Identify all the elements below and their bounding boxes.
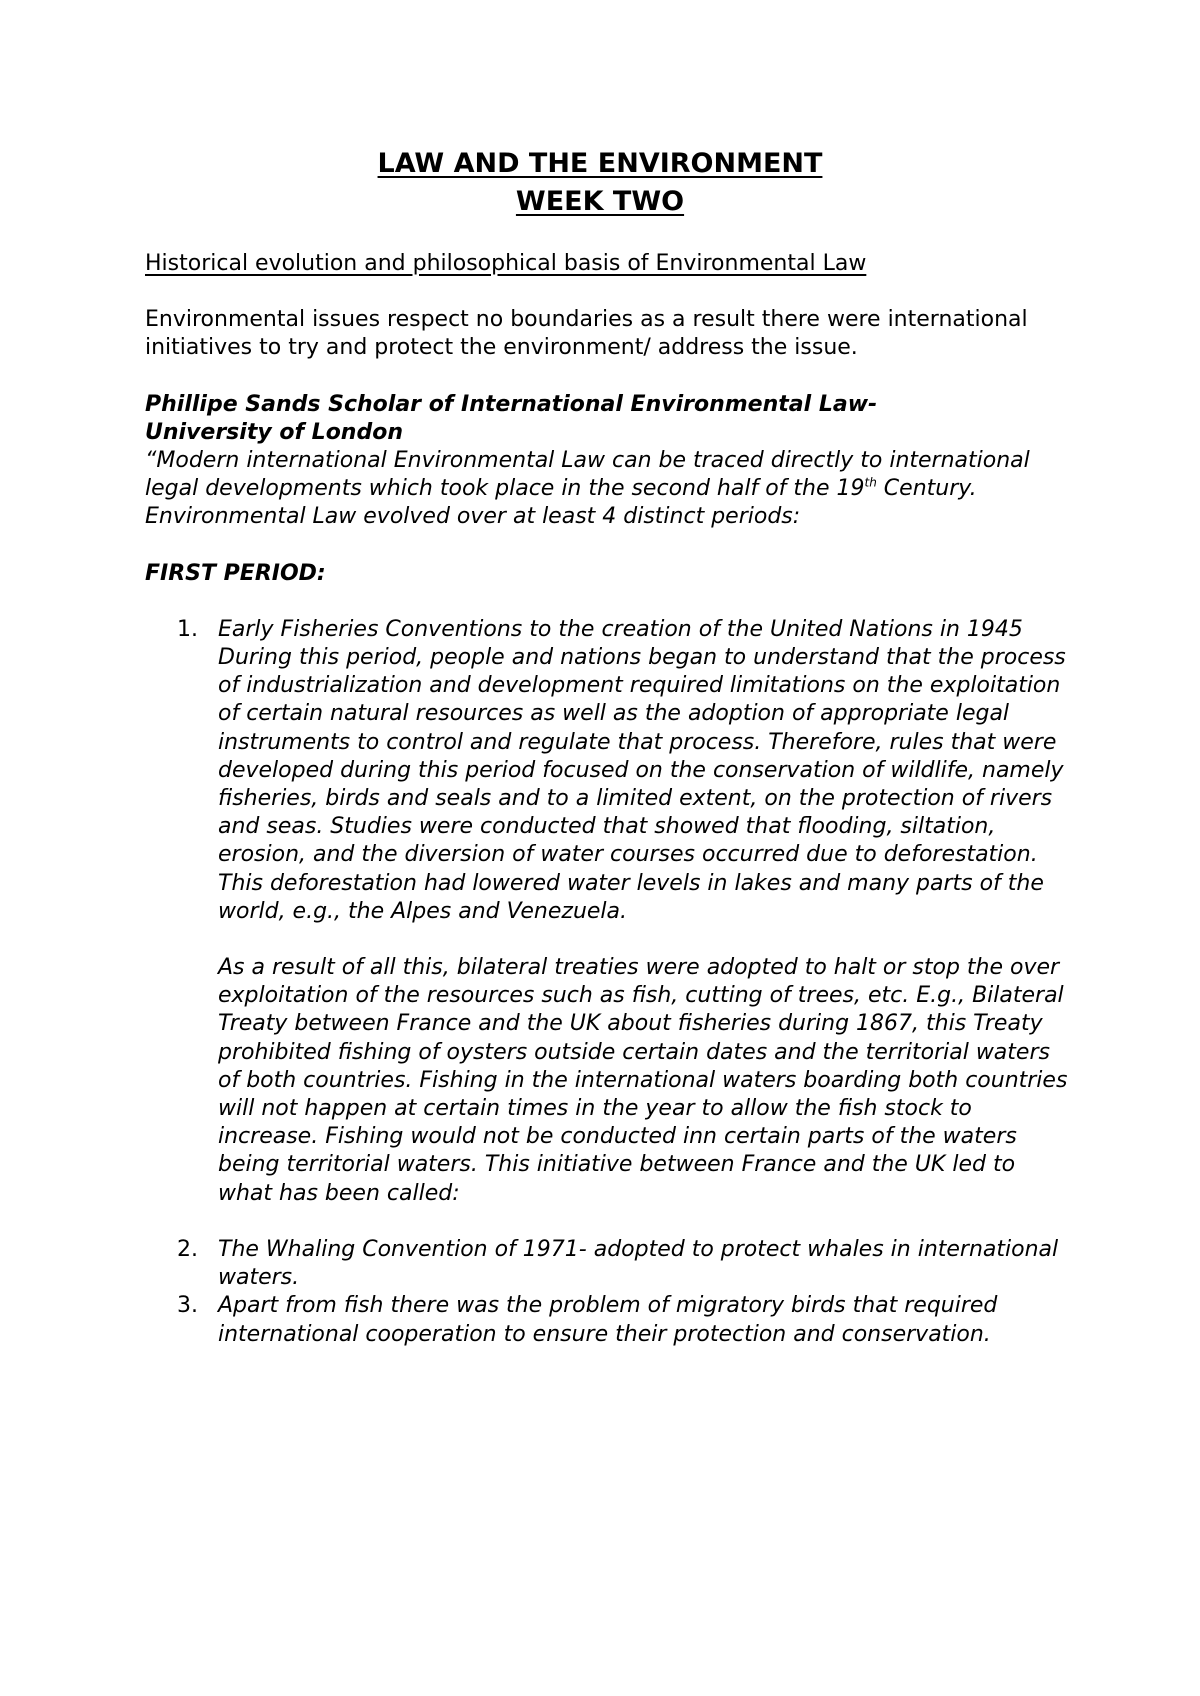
quote-text-1: “Modern international Environmental Law can be traced directly to international legal developments which took place in the second half of the 19 xyxy=(145,448,1030,502)
list-item-number: 1. xyxy=(177,616,198,642)
scholar-affiliation: University of London xyxy=(145,419,403,445)
list-item xyxy=(145,616,1070,1208)
quote-superscript: th xyxy=(864,475,877,490)
intro-paragraph: Environmental issues respect no boundaries as a result there were international initiatives to try and protect the environment/ address the issue. xyxy=(145,307,1028,361)
document-week-label: WEEK TWO xyxy=(515,186,685,217)
list-item-number: 2. xyxy=(177,1236,198,1262)
quote-text-2: Century. Environmental Law evolved over at least 4 distinct periods: xyxy=(145,476,977,530)
numbered-list xyxy=(145,616,1070,1349)
paragraph-spacer xyxy=(218,926,1070,954)
list-item-text: Apart from fish there was the problem of migratory birds that required international cooperation to ensure their protection and conservation. xyxy=(218,1293,998,1347)
period-heading: FIRST PERIOD: xyxy=(145,560,326,586)
section-subheading: Historical evolution and philosophical basis of Environmental Law xyxy=(145,251,867,276)
list-item xyxy=(145,1236,1070,1292)
list-item-paragraph: As a result of all this, bilateral treaties were adopted to halt or stop the over exploitation of the resources such as fish, cutting of trees, etc. E.g., Bilateral Treaty between France and the UK about fisheries during 1867, this Treaty prohibited fishing of oysters outside certain dates and the territorial waters of both countries. Fishing in the international waters boarding both countries will not happen at certain times in the year to allow the fish stock to increase. Fishing would not be conducted inn certain parts of the waters being territorial waters. This initiative between France and the UK led to what has been called: xyxy=(218,955,1068,1206)
list-item-paragraph: During this period, people and nations began to understand that the process of industrialization and development required limitations on the exploitation of certain natural resources as well as the adoption of appropriate legal instruments to control and regulate that process. Therefore, rules that were developed during this period focused on the conservation of wildlife, namely fisheries, birds and seals and to a limited extent, on the protection of rivers and seas. Studies were conducted that showed that flooding, siltation, erosion, and the diversion of water courses occurred due to deforestation. This deforestation had lowered water levels in lakes and many parts of the world, e.g., the Alpes and Venezuela. xyxy=(218,645,1066,924)
list-item xyxy=(145,1292,1070,1348)
scholar-quote xyxy=(145,447,1070,532)
document-title: LAW AND THE ENVIRONMENT xyxy=(377,148,823,179)
list-item-number: 3. xyxy=(177,1293,198,1319)
list-item-heading: Early Fisheries Conventions to the creation of the United Nations in 1945 xyxy=(218,616,1023,642)
list-item-text: The Whaling Convention of 1971- adopted to protect whales in international waters. xyxy=(218,1236,1059,1291)
document-body xyxy=(145,250,1070,1349)
scholar-heading xyxy=(145,391,1070,447)
scholar-name: Phillipe Sands Scholar of International Environmental Law- xyxy=(145,391,878,417)
document-header xyxy=(0,145,1200,221)
